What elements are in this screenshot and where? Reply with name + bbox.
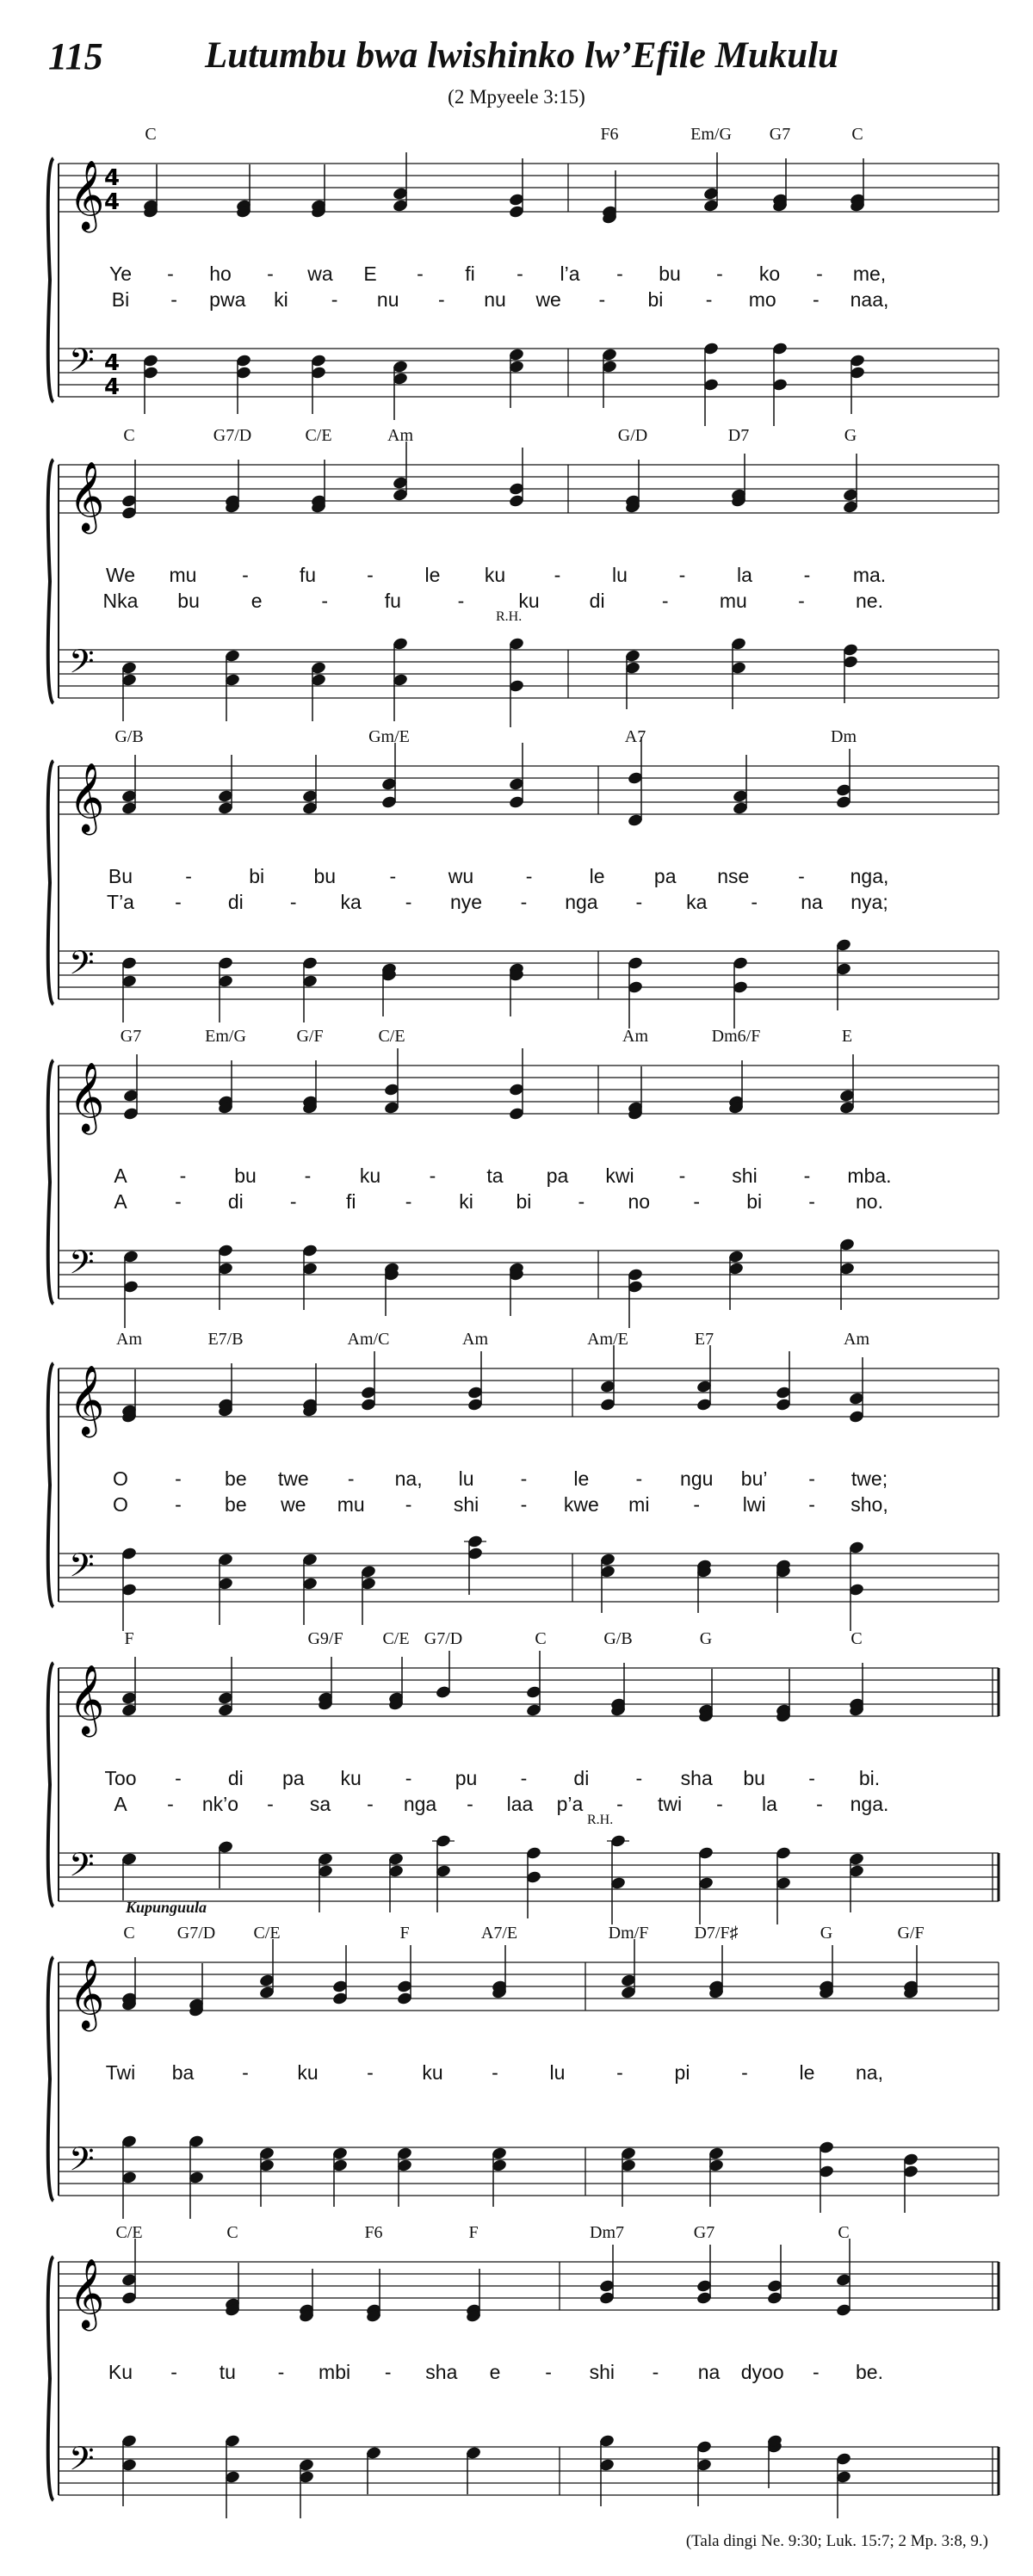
scripture-reference: (2 Mpyeele 3:15) <box>448 86 585 108</box>
treble-clef: 𝄞 <box>69 1061 105 1132</box>
lyric-syllable: - <box>798 865 805 887</box>
chord-symbol: C <box>535 1629 547 1648</box>
chord-symbol: E7/B <box>207 1330 244 1349</box>
lyric-syllable: e <box>489 2361 501 2383</box>
lyric-syllable: - <box>384 2361 392 2383</box>
chord-symbol: Am <box>844 1330 869 1349</box>
lyric-syllable: fi <box>345 1190 356 1213</box>
lyric-syllable: - <box>175 891 182 913</box>
lyric-syllable: - <box>467 1793 473 1815</box>
chord-symbol: G/B <box>114 727 144 746</box>
lyric-syllable: le <box>573 1467 590 1490</box>
lyric-syllable: - <box>598 288 606 311</box>
lyric-syllable: bu <box>234 1164 257 1187</box>
lyric-syllable: pwa <box>209 288 246 311</box>
lyric-syllable: mu <box>337 1493 365 1516</box>
treble-staff <box>59 1368 999 1417</box>
bass-clef: 𝄢 <box>69 642 95 689</box>
chord-symbol: E <box>841 1027 853 1046</box>
lyric-syllable: - <box>367 564 374 586</box>
chord-symbol: Am <box>387 426 413 445</box>
chord-symbol: C/E <box>382 1629 410 1648</box>
chord-symbol: Am/C <box>347 1330 390 1349</box>
chord-symbol: F <box>468 2223 479 2242</box>
chord-symbol: G/F <box>897 1924 925 1943</box>
lyric-syllable: - <box>331 288 338 311</box>
chord-symbol: C <box>851 1629 863 1648</box>
chord-symbol: G7 <box>120 1027 142 1046</box>
lyric-syllable: ku <box>340 1767 362 1789</box>
lyric-syllable: na <box>697 2361 721 2383</box>
lyric-syllable: Ye <box>108 263 133 285</box>
lyric-syllable: kwi <box>605 1164 634 1187</box>
hymn-number: 115 <box>48 35 103 77</box>
treble-staff <box>59 766 999 814</box>
lyric-syllable: twe <box>277 1467 309 1490</box>
lyric-syllable: E <box>363 263 377 285</box>
lyric-syllable: - <box>167 263 174 285</box>
chord-symbol: F6 <box>600 125 619 144</box>
bass-clef: 𝄢 <box>69 1845 95 1892</box>
chord-symbol: G <box>699 1629 713 1648</box>
lyric-syllable: - <box>693 1493 701 1516</box>
lyric-syllable: - <box>520 891 528 913</box>
chord-symbol: C <box>838 2223 850 2242</box>
lyric-syllable: ba <box>171 2061 195 2084</box>
lyric-syllable: Too <box>104 1767 137 1789</box>
lyric-syllable: ta <box>486 1164 504 1187</box>
chord-symbol: C <box>851 125 863 144</box>
lyric-syllable: l’a <box>560 263 580 285</box>
lyric-syllable: - <box>678 1164 686 1187</box>
lyric-syllable: - <box>803 564 811 586</box>
lyric-syllable: O <box>113 1493 128 1516</box>
lyric-syllable: mu <box>169 564 197 586</box>
time-signature: 4 <box>103 374 121 401</box>
lyric-syllable: ki <box>274 288 288 311</box>
chord-symbol: Dm7 <box>590 2223 624 2242</box>
treble-clef: 𝄞 <box>69 762 105 832</box>
bass-clef: 𝄢 <box>69 1243 95 1289</box>
lyric-syllable: be <box>225 1467 247 1490</box>
lyric-syllable: lu <box>612 564 628 586</box>
lyric-syllable: p’a <box>556 1793 584 1815</box>
chord-symbol: Dm/F <box>608 1924 649 1943</box>
lyric-syllable: na, <box>394 1467 423 1490</box>
chord-symbol: F6 <box>364 2223 383 2242</box>
bracket <box>48 460 53 703</box>
lyric-syllable: - <box>367 1793 374 1815</box>
lyric-syllable: tu <box>219 2361 236 2383</box>
lyric-syllable: - <box>716 1793 723 1815</box>
lyric-syllable: - <box>175 1190 182 1213</box>
lyric-syllable: nga <box>565 891 598 913</box>
treble-staff <box>59 1066 999 1114</box>
lyric-syllable: - <box>808 1467 815 1490</box>
lyric-syllable: Nka <box>102 590 139 612</box>
bracket <box>48 158 53 402</box>
lyric-syllable: mba. <box>847 1164 892 1187</box>
lyric-syllable: - <box>616 2061 623 2084</box>
lyric-syllable: - <box>635 891 643 913</box>
lyric-syllable: - <box>277 2361 285 2383</box>
lyric-syllable: bu <box>177 590 200 612</box>
treble-clef: 𝄞 <box>69 460 105 531</box>
lyric-syllable: ku <box>359 1164 381 1187</box>
lyric-syllable: ku <box>297 2061 319 2084</box>
lyric-syllable: - <box>554 564 561 586</box>
lyric-syllable: - <box>808 1493 815 1516</box>
lyric-syllable: no <box>628 1190 651 1213</box>
lyric-syllable: - <box>803 1164 811 1187</box>
chord-symbol: D7 <box>727 426 750 445</box>
lyric-syllable: fu <box>384 590 401 612</box>
lyric-syllable: Twi <box>105 2061 136 2084</box>
lyric-syllable: fi <box>465 263 475 285</box>
lyric-syllable: - <box>808 1767 815 1789</box>
chord-symbol: E7 <box>694 1330 714 1349</box>
lyric-syllable: mi <box>628 1493 650 1516</box>
lyric-syllable: - <box>813 2361 820 2383</box>
bass-clef: 𝄢 <box>69 341 95 387</box>
lyric-syllable: - <box>545 2361 552 2383</box>
lyric-syllable: ko <box>758 263 781 285</box>
lyric-syllable: wa <box>307 263 333 285</box>
bass-clef: 𝄢 <box>69 2140 95 2186</box>
lyric-syllable: - <box>170 2361 177 2383</box>
lyric-syllable: naa, <box>850 288 889 311</box>
lyric-syllable: nu <box>376 288 399 311</box>
lyric-syllable: - <box>525 865 533 887</box>
lyric-syllable: - <box>520 1467 528 1490</box>
chord-symbol: C/E <box>378 1027 405 1046</box>
lyric-syllable: - <box>175 1493 182 1516</box>
lyric-syllable: - <box>492 2061 498 2084</box>
lyric-syllable: shi <box>453 1493 479 1516</box>
time-signature: 4 <box>103 165 121 192</box>
lyric-syllable: Bu <box>108 865 133 887</box>
bass-clef: 𝄢 <box>69 2439 95 2486</box>
lyric-syllable: - <box>678 564 686 586</box>
footnote: (Tala dingi Ne. 9:30; Luk. 15:7; 2 Mp. 3:8, 9.) <box>685 2532 988 2550</box>
lyric-syllable: no. <box>856 1190 883 1213</box>
lyric-syllable: le <box>799 2061 815 2084</box>
chord-symbol: G <box>820 1924 833 1943</box>
chord-symbol: Em/G <box>205 1027 246 1046</box>
lyric-syllable: T’a <box>107 891 134 913</box>
lyric-syllable: - <box>716 263 723 285</box>
lyric-syllable: le <box>589 865 605 887</box>
lyric-syllable: - <box>185 865 192 887</box>
chord-symbol: F <box>399 1924 410 1943</box>
chord-symbol: D7/F♯ <box>694 1924 739 1943</box>
lyric-syllable: bi <box>746 1190 763 1213</box>
lyric-syllable: pu <box>455 1767 478 1789</box>
lyric-syllable: - <box>816 263 823 285</box>
chord-symbol: F <box>124 1629 134 1648</box>
lyric-syllable: - <box>616 263 623 285</box>
lyric-syllable: bu <box>313 865 337 887</box>
lyric-syllable: twi <box>657 1793 683 1815</box>
chord-symbol: G7/D <box>213 426 252 445</box>
lyric-syllable: bi <box>249 865 265 887</box>
lyric-syllable: sa <box>309 1793 331 1815</box>
chord-symbol: G7 <box>693 2223 715 2242</box>
lyric-syllable: lu <box>549 2061 566 2084</box>
lyric-syllable: ku <box>518 590 540 612</box>
lyric-syllable: - <box>175 1467 182 1490</box>
lyric-syllable: nu <box>484 288 506 311</box>
lyric-syllable: bu <box>659 263 681 285</box>
chord-symbol: G9/F <box>307 1629 343 1648</box>
lyric-syllable: lwi <box>742 1493 766 1516</box>
chord-symbol: G/B <box>603 1629 633 1648</box>
lyric-syllable: sho, <box>851 1493 888 1516</box>
tempo-marking: Kupunguula <box>126 1899 207 1916</box>
chord-symbol: Am <box>116 1330 142 1349</box>
treble-clef: 𝄞 <box>69 1364 105 1435</box>
bracket <box>48 1060 53 1304</box>
lyric-syllable: nye <box>449 891 483 913</box>
lyric-syllable: ku <box>422 2061 443 2084</box>
lyric-syllable: ku <box>484 564 506 586</box>
lyric-syllable: ma. <box>852 564 887 586</box>
chord-symbol: C <box>226 2223 238 2242</box>
lyric-syllable: na, <box>856 2061 883 2084</box>
bracket <box>48 2257 53 2500</box>
treble-staff <box>59 465 999 513</box>
bracket <box>48 1957 53 2201</box>
lyric-syllable: - <box>405 891 412 913</box>
chord-symbol: Em/G <box>690 125 732 144</box>
lyric-syllable: - <box>693 1190 701 1213</box>
lyric-syllable: - <box>813 288 820 311</box>
chord-symbol: G7/D <box>176 1924 216 1943</box>
lyric-syllable: - <box>179 1164 187 1187</box>
lyric-syllable: la <box>762 1793 777 1815</box>
lyric-syllable: di <box>227 1190 244 1213</box>
lyric-syllable: - <box>438 288 445 311</box>
lyric-syllable: ne. <box>856 590 883 612</box>
lyric-syllable: dyoo <box>740 2361 784 2383</box>
lyric-syllable: - <box>635 1767 643 1789</box>
chord-symbol: G/D <box>617 426 648 445</box>
lyric-syllable: pa <box>546 1164 569 1187</box>
chord-symbol: Gm/E <box>368 727 410 746</box>
bracket <box>48 1363 53 1607</box>
lyric-syllable: lu <box>458 1467 474 1490</box>
lyric-syllable: - <box>242 564 249 586</box>
hymn-title: Lutumbu bwa lwishinko lw’Efile Mukulu <box>205 35 839 76</box>
lyric-syllable: - <box>347 1467 355 1490</box>
lyric-syllable: - <box>170 288 177 311</box>
lyric-syllable: - <box>304 1164 312 1187</box>
chord-symbol: G7 <box>769 125 791 144</box>
lyric-syllable: laa <box>506 1793 534 1815</box>
chord-symbol: Dm <box>831 727 857 746</box>
lyric-syllable: be <box>225 1493 247 1516</box>
lyric-syllable: - <box>520 1493 528 1516</box>
lyric-syllable: - <box>741 2061 748 2084</box>
treble-staff <box>59 2262 999 2310</box>
lyric-syllable: pa <box>653 865 677 887</box>
lyric-syllable: A <box>114 1164 127 1187</box>
lyric-syllable: - <box>175 1767 182 1789</box>
chord-symbol: Dm6/F <box>711 1027 761 1046</box>
lyric-syllable: - <box>405 1767 412 1789</box>
bass-staff <box>59 951 999 999</box>
chord-symbol: Am/E <box>587 1330 628 1349</box>
lyric-syllable: mbi <box>319 2361 351 2383</box>
lyric-syllable: bu <box>743 1767 765 1789</box>
lyric-syllable: twe; <box>851 1467 888 1490</box>
lyric-syllable: - <box>267 263 274 285</box>
system-4 <box>48 1048 999 1328</box>
lyric-syllable: le <box>424 564 441 586</box>
chord-symbol: G <box>844 426 857 445</box>
chord-symbol: G/F <box>296 1027 324 1046</box>
chord-symbol: A7 <box>624 727 646 746</box>
bass-clef: 𝄢 <box>69 1546 95 1592</box>
lyric-syllable: - <box>705 288 713 311</box>
lyric-syllable: bi <box>516 1190 532 1213</box>
time-signature: 4 <box>103 350 121 377</box>
lyric-syllable: A <box>114 1793 127 1815</box>
lyric-syllable: - <box>816 1793 823 1815</box>
bracket <box>48 1663 53 1906</box>
lyric-syllable: nk’o <box>201 1793 239 1815</box>
lyric-syllable: - <box>367 2061 374 2084</box>
lyric-syllable: - <box>751 891 758 913</box>
lyric-syllable: bu’ <box>740 1467 768 1490</box>
lyric-syllable: pa <box>281 1767 305 1789</box>
lyric-syllable: - <box>405 1493 412 1516</box>
lyric-syllable: shi <box>732 1164 758 1187</box>
chord-symbol: C <box>123 426 135 445</box>
lyric-syllable: - <box>457 590 465 612</box>
lyric-syllable: - <box>267 1793 274 1815</box>
lyric-syllable: - <box>516 263 523 285</box>
lyric-syllable: nya; <box>851 891 888 913</box>
chord-symbol: A7/E <box>480 1924 518 1943</box>
bass-staff <box>59 2447 999 2495</box>
lyric-syllable: nga <box>403 1793 437 1815</box>
chord-symbol: C <box>123 1924 135 1943</box>
lyric-syllable: Ku <box>108 2361 133 2383</box>
lyric-syllable: ka <box>340 891 362 913</box>
right-hand-marking: R.H. <box>496 609 523 624</box>
lyric-syllable: - <box>321 590 329 612</box>
lyric-syllable: - <box>520 1767 528 1789</box>
lyric-syllable: Bi <box>111 288 130 311</box>
lyric-syllable: - <box>616 1793 623 1815</box>
lyric-syllable: - <box>652 2361 659 2383</box>
lyric-syllable: - <box>389 865 397 887</box>
chord-symbol: C/E <box>305 426 332 445</box>
lyric-syllable: - <box>289 891 297 913</box>
bracket <box>48 761 53 1004</box>
lyric-syllable: mu <box>719 590 747 612</box>
lyric-syllable: mo <box>748 288 776 311</box>
treble-clef: 𝄞 <box>69 1958 105 2029</box>
bass-staff <box>59 650 999 698</box>
bass-clef: 𝄢 <box>69 943 95 990</box>
bass-staff <box>59 2147 999 2196</box>
lyric-syllable: We <box>105 564 136 586</box>
lyric-syllable: kwe <box>563 1493 599 1516</box>
lyric-syllable: di <box>573 1767 590 1789</box>
lyric-syllable: ngu <box>680 1467 714 1490</box>
lyric-syllable: we <box>281 1493 306 1516</box>
lyric-syllable: wu <box>448 865 474 887</box>
chord-symbol: C/E <box>115 2223 143 2242</box>
lyric-syllable: - <box>405 1190 412 1213</box>
lyric-syllable: A <box>114 1190 127 1213</box>
lyric-syllable: di <box>589 590 605 612</box>
right-hand-marking: R.H. <box>587 1813 614 1827</box>
lyric-syllable: ho <box>209 263 232 285</box>
chord-symbol: C/E <box>253 1924 281 1943</box>
lyric-syllable: na <box>801 891 823 913</box>
lyric-syllable: e <box>251 590 263 612</box>
lyric-syllable: - <box>808 1190 815 1213</box>
chord-symbol: Am <box>622 1027 648 1046</box>
lyric-syllable: we <box>535 288 561 311</box>
treble-clef: 𝄞 <box>69 1664 105 1734</box>
lyric-syllable: - <box>289 1190 297 1213</box>
lyric-syllable: nga, <box>850 865 889 887</box>
lyric-syllable: me, <box>852 263 887 285</box>
lyric-syllable: ki <box>459 1190 473 1213</box>
lyric-syllable: - <box>417 263 424 285</box>
time-signature: 4 <box>103 189 121 216</box>
lyric-syllable: - <box>635 1467 643 1490</box>
bass-staff <box>59 1251 999 1299</box>
lyric-syllable: - <box>167 1793 174 1815</box>
lyric-syllable: fu <box>299 564 317 586</box>
lyric-syllable: shi <box>589 2361 615 2383</box>
treble-clef: 𝄞 <box>69 2258 105 2328</box>
lyric-syllable: nga. <box>850 1793 889 1815</box>
lyric-syllable: - <box>661 590 669 612</box>
lyric-syllable: la <box>737 564 752 586</box>
lyric-syllable: O <box>113 1467 128 1490</box>
lyric-syllable: sha <box>425 2361 458 2383</box>
lyric-syllable: bi <box>647 288 664 311</box>
chord-symbol: Am <box>462 1330 488 1349</box>
treble-clef: 𝄞 <box>69 159 105 230</box>
lyric-syllable: ka <box>686 891 708 913</box>
chord-symbol: C <box>145 125 157 144</box>
lyric-syllable: - <box>578 1190 585 1213</box>
lyric-syllable: sha <box>680 1767 713 1789</box>
chord-symbol: G7/D <box>424 1629 463 1648</box>
lyric-syllable: di <box>227 1767 244 1789</box>
lyric-syllable: be. <box>856 2361 883 2383</box>
lyric-syllable: pi <box>674 2061 690 2084</box>
lyric-syllable: - <box>798 590 805 612</box>
lyric-syllable: - <box>429 1164 436 1187</box>
lyric-syllable: di <box>227 891 244 913</box>
lyric-syllable: nse <box>717 865 750 887</box>
lyric-syllable: - <box>242 2061 249 2084</box>
lyric-syllable: bi. <box>858 1767 881 1789</box>
